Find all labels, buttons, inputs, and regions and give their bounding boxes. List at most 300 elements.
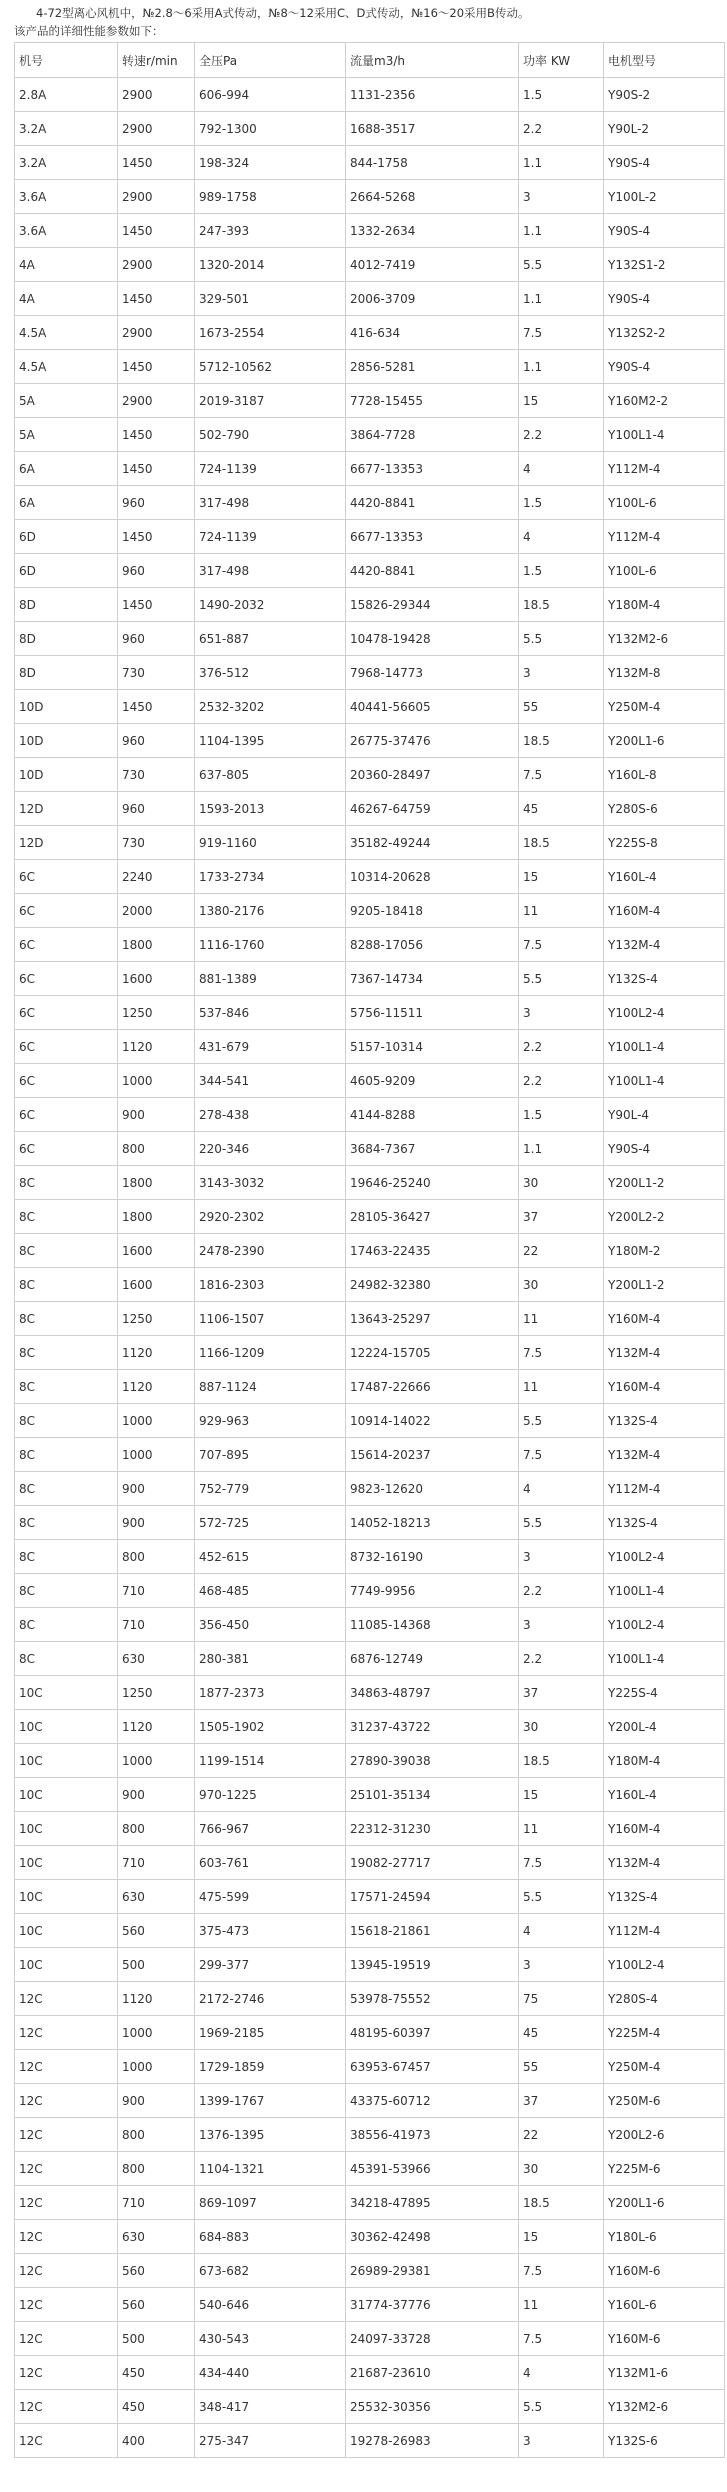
cell-motor: Y160L-4 bbox=[604, 1778, 725, 1812]
cell-power: 7.5 bbox=[519, 758, 604, 792]
cell-pressure: 1593-2013 bbox=[195, 792, 346, 826]
cell-flow: 19278-26983 bbox=[346, 2424, 519, 2458]
cell-pressure: 475-599 bbox=[195, 1880, 346, 1914]
cell-speed: 1800 bbox=[118, 1166, 195, 1200]
cell-pressure: 766-967 bbox=[195, 1812, 346, 1846]
cell-power: 3 bbox=[519, 180, 604, 214]
cell-flow: 46267-64759 bbox=[346, 792, 519, 826]
cell-motor: Y280S-6 bbox=[604, 792, 725, 826]
cell-model: 8C bbox=[15, 1472, 118, 1506]
cell-pressure: 348-417 bbox=[195, 2390, 346, 2424]
cell-pressure: 220-346 bbox=[195, 1132, 346, 1166]
cell-speed: 730 bbox=[118, 826, 195, 860]
cell-speed: 2900 bbox=[118, 180, 195, 214]
cell-speed: 1450 bbox=[118, 146, 195, 180]
cell-flow: 416-634 bbox=[346, 316, 519, 350]
cell-motor: Y90S-4 bbox=[604, 214, 725, 248]
cell-flow: 7728-15455 bbox=[346, 384, 519, 418]
cell-motor: Y180M-2 bbox=[604, 1234, 725, 1268]
cell-speed: 1250 bbox=[118, 996, 195, 1030]
table-row bbox=[15, 2254, 725, 2288]
cell-motor: Y90S-4 bbox=[604, 282, 725, 316]
cell-power: 2.2 bbox=[519, 1642, 604, 1676]
table-row bbox=[15, 2050, 725, 2084]
cell-power: 7.5 bbox=[519, 2254, 604, 2288]
table-row bbox=[15, 146, 725, 180]
cell-power: 37 bbox=[519, 1676, 604, 1710]
header-flow: 流量m3/h bbox=[346, 43, 519, 78]
cell-pressure: 1816-2303 bbox=[195, 1268, 346, 1302]
cell-model: 4A bbox=[15, 282, 118, 316]
table-row bbox=[15, 316, 725, 350]
cell-power: 5.5 bbox=[519, 962, 604, 996]
cell-speed: 1120 bbox=[118, 1336, 195, 1370]
cell-motor: Y132M-4 bbox=[604, 1846, 725, 1880]
cell-speed: 1000 bbox=[118, 2050, 195, 2084]
table-row bbox=[15, 1880, 725, 1914]
table-body bbox=[15, 78, 725, 2458]
cell-motor: Y132M-8 bbox=[604, 656, 725, 690]
cell-pressure: 317-498 bbox=[195, 554, 346, 588]
cell-flow: 26775-37476 bbox=[346, 724, 519, 758]
cell-motor: Y200L1-2 bbox=[604, 1166, 725, 1200]
cell-pressure: 2019-3187 bbox=[195, 384, 346, 418]
cell-motor: Y132S-4 bbox=[604, 1506, 725, 1540]
cell-power: 1.5 bbox=[519, 78, 604, 112]
cell-pressure: 198-324 bbox=[195, 146, 346, 180]
table-row bbox=[15, 2016, 725, 2050]
cell-model: 12C bbox=[15, 1982, 118, 2016]
cell-pressure: 344-541 bbox=[195, 1064, 346, 1098]
table-row bbox=[15, 486, 725, 520]
cell-motor: Y132M-4 bbox=[604, 928, 725, 962]
table-header-row bbox=[15, 43, 725, 78]
cell-pressure: 1166-1209 bbox=[195, 1336, 346, 1370]
cell-power: 18.5 bbox=[519, 2186, 604, 2220]
cell-pressure: 684-883 bbox=[195, 2220, 346, 2254]
table-row bbox=[15, 452, 725, 486]
cell-speed: 1450 bbox=[118, 282, 195, 316]
table-row bbox=[15, 1438, 725, 1472]
cell-pressure: 3143-3032 bbox=[195, 1166, 346, 1200]
cell-flow: 31237-43722 bbox=[346, 1710, 519, 1744]
table-row bbox=[15, 1982, 725, 2016]
cell-power: 5.5 bbox=[519, 622, 604, 656]
cell-model: 6A bbox=[15, 452, 118, 486]
cell-speed: 960 bbox=[118, 724, 195, 758]
cell-model: 4.5A bbox=[15, 350, 118, 384]
cell-flow: 12224-15705 bbox=[346, 1336, 519, 1370]
cell-power: 1.5 bbox=[519, 486, 604, 520]
cell-speed: 450 bbox=[118, 2356, 195, 2390]
table-row bbox=[15, 1642, 725, 1676]
cell-power: 3 bbox=[519, 996, 604, 1030]
table-row bbox=[15, 2288, 725, 2322]
cell-flow: 1332-2634 bbox=[346, 214, 519, 248]
table-row bbox=[15, 1608, 725, 1642]
cell-motor: Y100L2-4 bbox=[604, 1608, 725, 1642]
cell-flow: 13945-19519 bbox=[346, 1948, 519, 1982]
cell-flow: 8288-17056 bbox=[346, 928, 519, 962]
cell-flow: 7968-14773 bbox=[346, 656, 519, 690]
cell-pressure: 1380-2176 bbox=[195, 894, 346, 928]
cell-motor: Y100L1-4 bbox=[604, 1642, 725, 1676]
cell-pressure: 434-440 bbox=[195, 2356, 346, 2390]
cell-speed: 1120 bbox=[118, 1710, 195, 1744]
cell-model: 6C bbox=[15, 1064, 118, 1098]
cell-motor: Y180L-6 bbox=[604, 2220, 725, 2254]
cell-speed: 900 bbox=[118, 1472, 195, 1506]
cell-model: 10C bbox=[15, 1744, 118, 1778]
cell-flow: 2664-5268 bbox=[346, 180, 519, 214]
cell-motor: Y200L1-2 bbox=[604, 1268, 725, 1302]
cell-pressure: 2920-2302 bbox=[195, 1200, 346, 1234]
cell-model: 6C bbox=[15, 962, 118, 996]
cell-flow: 2006-3709 bbox=[346, 282, 519, 316]
cell-pressure: 637-805 bbox=[195, 758, 346, 792]
cell-model: 8C bbox=[15, 1642, 118, 1676]
cell-power: 1.1 bbox=[519, 350, 604, 384]
cell-power: 55 bbox=[519, 690, 604, 724]
cell-speed: 800 bbox=[118, 1540, 195, 1574]
cell-motor: Y225M-4 bbox=[604, 2016, 725, 2050]
cell-pressure: 278-438 bbox=[195, 1098, 346, 1132]
cell-speed: 400 bbox=[118, 2424, 195, 2458]
cell-flow: 10478-19428 bbox=[346, 622, 519, 656]
cell-flow: 5157-10314 bbox=[346, 1030, 519, 1064]
cell-speed: 1250 bbox=[118, 1676, 195, 1710]
cell-pressure: 724-1139 bbox=[195, 520, 346, 554]
cell-motor: Y132S2-2 bbox=[604, 316, 725, 350]
cell-motor: Y160L-8 bbox=[604, 758, 725, 792]
table-row bbox=[15, 350, 725, 384]
cell-pressure: 606-994 bbox=[195, 78, 346, 112]
cell-motor: Y225S-8 bbox=[604, 826, 725, 860]
cell-model: 8C bbox=[15, 1336, 118, 1370]
table-row bbox=[15, 112, 725, 146]
cell-speed: 560 bbox=[118, 2288, 195, 2322]
cell-power: 5.5 bbox=[519, 1880, 604, 1914]
cell-speed: 730 bbox=[118, 656, 195, 690]
table-row bbox=[15, 2186, 725, 2220]
cell-power: 5.5 bbox=[519, 1506, 604, 1540]
cell-pressure: 452-615 bbox=[195, 1540, 346, 1574]
cell-model: 8D bbox=[15, 588, 118, 622]
cell-flow: 8732-16190 bbox=[346, 1540, 519, 1574]
cell-flow: 6876-12749 bbox=[346, 1642, 519, 1676]
cell-model: 12C bbox=[15, 2152, 118, 2186]
cell-motor: Y225S-4 bbox=[604, 1676, 725, 1710]
cell-flow: 17463-22435 bbox=[346, 1234, 519, 1268]
table-row bbox=[15, 1710, 725, 1744]
cell-flow: 45391-53966 bbox=[346, 2152, 519, 2186]
table-row bbox=[15, 1132, 725, 1166]
cell-motor: Y160L-4 bbox=[604, 860, 725, 894]
cell-model: 6C bbox=[15, 996, 118, 1030]
cell-motor: Y132S-4 bbox=[604, 1880, 725, 1914]
cell-flow: 6677-13353 bbox=[346, 452, 519, 486]
cell-pressure: 431-679 bbox=[195, 1030, 346, 1064]
cell-speed: 2900 bbox=[118, 316, 195, 350]
cell-power: 22 bbox=[519, 2118, 604, 2152]
cell-pressure: 919-1160 bbox=[195, 826, 346, 860]
table-row bbox=[15, 554, 725, 588]
table-row bbox=[15, 2390, 725, 2424]
cell-flow: 15826-29344 bbox=[346, 588, 519, 622]
cell-model: 3.2A bbox=[15, 146, 118, 180]
cell-motor: Y225M-6 bbox=[604, 2152, 725, 2186]
table-row bbox=[15, 1268, 725, 1302]
cell-speed: 1450 bbox=[118, 690, 195, 724]
cell-motor: Y200L2-2 bbox=[604, 1200, 725, 1234]
cell-power: 3 bbox=[519, 1948, 604, 1982]
cell-power: 30 bbox=[519, 1710, 604, 1744]
cell-flow: 34863-48797 bbox=[346, 1676, 519, 1710]
cell-speed: 1800 bbox=[118, 928, 195, 962]
cell-flow: 2856-5281 bbox=[346, 350, 519, 384]
table-row bbox=[15, 1744, 725, 1778]
cell-flow: 27890-39038 bbox=[346, 1744, 519, 1778]
cell-flow: 19082-27717 bbox=[346, 1846, 519, 1880]
cell-flow: 15618-21861 bbox=[346, 1914, 519, 1948]
cell-speed: 2240 bbox=[118, 860, 195, 894]
cell-flow: 30362-42498 bbox=[346, 2220, 519, 2254]
table-row bbox=[15, 1472, 725, 1506]
table-row bbox=[15, 1370, 725, 1404]
cell-flow: 6677-13353 bbox=[346, 520, 519, 554]
cell-model: 10C bbox=[15, 1880, 118, 1914]
cell-pressure: 2532-3202 bbox=[195, 690, 346, 724]
cell-speed: 1000 bbox=[118, 2016, 195, 2050]
cell-pressure: 989-1758 bbox=[195, 180, 346, 214]
cell-flow: 24982-32380 bbox=[346, 1268, 519, 1302]
cell-model: 6C bbox=[15, 928, 118, 962]
cell-power: 4 bbox=[519, 1914, 604, 1948]
cell-flow: 31774-37776 bbox=[346, 2288, 519, 2322]
cell-power: 11 bbox=[519, 1370, 604, 1404]
cell-speed: 1450 bbox=[118, 452, 195, 486]
cell-model: 8D bbox=[15, 656, 118, 690]
table-row bbox=[15, 996, 725, 1030]
cell-model: 12C bbox=[15, 2118, 118, 2152]
cell-model: 4.5A bbox=[15, 316, 118, 350]
table-row bbox=[15, 1336, 725, 1370]
table-row bbox=[15, 826, 725, 860]
cell-model: 8C bbox=[15, 1200, 118, 1234]
cell-speed: 2000 bbox=[118, 894, 195, 928]
cell-power: 18.5 bbox=[519, 724, 604, 758]
cell-pressure: 299-377 bbox=[195, 1948, 346, 1982]
cell-model: 12C bbox=[15, 2016, 118, 2050]
performance-table bbox=[14, 42, 725, 2458]
cell-pressure: 430-543 bbox=[195, 2322, 346, 2356]
cell-flow: 48195-60397 bbox=[346, 2016, 519, 2050]
cell-flow: 22312-31230 bbox=[346, 1812, 519, 1846]
table-row bbox=[15, 248, 725, 282]
table-row bbox=[15, 1166, 725, 1200]
cell-motor: Y132M1-6 bbox=[604, 2356, 725, 2390]
cell-flow: 4420-8841 bbox=[346, 486, 519, 520]
cell-pressure: 1673-2554 bbox=[195, 316, 346, 350]
table-row bbox=[15, 792, 725, 826]
cell-model: 12C bbox=[15, 2220, 118, 2254]
cell-power: 30 bbox=[519, 2152, 604, 2186]
cell-pressure: 329-501 bbox=[195, 282, 346, 316]
cell-power: 1.1 bbox=[519, 282, 604, 316]
cell-speed: 1000 bbox=[118, 1744, 195, 1778]
table-row bbox=[15, 860, 725, 894]
table-row bbox=[15, 2356, 725, 2390]
table-row bbox=[15, 520, 725, 554]
cell-pressure: 1729-1859 bbox=[195, 2050, 346, 2084]
cell-flow: 14052-18213 bbox=[346, 1506, 519, 1540]
cell-pressure: 280-381 bbox=[195, 1642, 346, 1676]
cell-power: 1.1 bbox=[519, 146, 604, 180]
cell-power: 3 bbox=[519, 1608, 604, 1642]
cell-motor: Y132S-6 bbox=[604, 2424, 725, 2458]
cell-power: 2.2 bbox=[519, 112, 604, 146]
table-row bbox=[15, 78, 725, 112]
cell-motor: Y132M-4 bbox=[604, 1438, 725, 1472]
cell-power: 3 bbox=[519, 1540, 604, 1574]
cell-speed: 960 bbox=[118, 792, 195, 826]
cell-model: 12C bbox=[15, 2322, 118, 2356]
cell-flow: 17571-24594 bbox=[346, 1880, 519, 1914]
cell-model: 12C bbox=[15, 2254, 118, 2288]
cell-model: 8D bbox=[15, 622, 118, 656]
table-row bbox=[15, 384, 725, 418]
cell-flow: 9205-18418 bbox=[346, 894, 519, 928]
cell-model: 5A bbox=[15, 384, 118, 418]
table-row bbox=[15, 724, 725, 758]
cell-power: 11 bbox=[519, 2288, 604, 2322]
cell-power: 5.5 bbox=[519, 248, 604, 282]
cell-power: 4 bbox=[519, 520, 604, 554]
cell-motor: Y132M2-6 bbox=[604, 2390, 725, 2424]
cell-model: 8C bbox=[15, 1540, 118, 1574]
cell-power: 55 bbox=[519, 2050, 604, 2084]
cell-model: 6C bbox=[15, 860, 118, 894]
cell-speed: 630 bbox=[118, 1642, 195, 1676]
cell-model: 10C bbox=[15, 1948, 118, 1982]
cell-power: 5.5 bbox=[519, 1404, 604, 1438]
cell-motor: Y112M-4 bbox=[604, 1914, 725, 1948]
cell-pressure: 356-450 bbox=[195, 1608, 346, 1642]
cell-motor: Y160M2-2 bbox=[604, 384, 725, 418]
cell-model: 3.6A bbox=[15, 214, 118, 248]
cell-model: 12C bbox=[15, 2084, 118, 2118]
cell-model: 10C bbox=[15, 1812, 118, 1846]
table-row bbox=[15, 1302, 725, 1336]
cell-motor: Y280S-4 bbox=[604, 1982, 725, 2016]
cell-speed: 450 bbox=[118, 2390, 195, 2424]
cell-flow: 21687-23610 bbox=[346, 2356, 519, 2390]
cell-model: 12C bbox=[15, 2356, 118, 2390]
cell-flow: 40441-56605 bbox=[346, 690, 519, 724]
cell-flow: 3684-7367 bbox=[346, 1132, 519, 1166]
table-row bbox=[15, 962, 725, 996]
cell-motor: Y90L-2 bbox=[604, 112, 725, 146]
cell-model: 6D bbox=[15, 520, 118, 554]
cell-motor: Y100L-2 bbox=[604, 180, 725, 214]
cell-model: 8C bbox=[15, 1166, 118, 1200]
cell-power: 4 bbox=[519, 2356, 604, 2390]
cell-power: 18.5 bbox=[519, 826, 604, 860]
cell-speed: 710 bbox=[118, 2186, 195, 2220]
cell-motor: Y100L1-4 bbox=[604, 1030, 725, 1064]
cell-flow: 25532-30356 bbox=[346, 2390, 519, 2424]
header-model: 机号 bbox=[15, 43, 118, 78]
cell-power: 2.2 bbox=[519, 1064, 604, 1098]
cell-flow: 53978-75552 bbox=[346, 1982, 519, 2016]
cell-motor: Y250M-4 bbox=[604, 2050, 725, 2084]
cell-motor: Y160M-6 bbox=[604, 2254, 725, 2288]
cell-model: 6C bbox=[15, 1132, 118, 1166]
cell-flow: 4012-7419 bbox=[346, 248, 519, 282]
table-row bbox=[15, 2152, 725, 2186]
cell-speed: 1120 bbox=[118, 1982, 195, 2016]
cell-power: 4 bbox=[519, 1472, 604, 1506]
cell-power: 1.5 bbox=[519, 554, 604, 588]
cell-motor: Y112M-4 bbox=[604, 520, 725, 554]
table-row bbox=[15, 656, 725, 690]
cell-speed: 2900 bbox=[118, 78, 195, 112]
cell-speed: 1600 bbox=[118, 1234, 195, 1268]
cell-power: 75 bbox=[519, 1982, 604, 2016]
cell-power: 7.5 bbox=[519, 316, 604, 350]
cell-speed: 1600 bbox=[118, 962, 195, 996]
table-row bbox=[15, 1064, 725, 1098]
cell-power: 11 bbox=[519, 1812, 604, 1846]
table-row bbox=[15, 1948, 725, 1982]
cell-speed: 1250 bbox=[118, 1302, 195, 1336]
cell-model: 8C bbox=[15, 1370, 118, 1404]
cell-pressure: 1104-1395 bbox=[195, 724, 346, 758]
cell-flow: 15614-20237 bbox=[346, 1438, 519, 1472]
cell-flow: 20360-28497 bbox=[346, 758, 519, 792]
cell-flow: 1688-3517 bbox=[346, 112, 519, 146]
cell-model: 10D bbox=[15, 724, 118, 758]
cell-model: 8C bbox=[15, 1608, 118, 1642]
cell-motor: Y100L2-4 bbox=[604, 1540, 725, 1574]
cell-power: 15 bbox=[519, 384, 604, 418]
cell-speed: 500 bbox=[118, 2322, 195, 2356]
cell-speed: 710 bbox=[118, 1574, 195, 1608]
cell-speed: 1450 bbox=[118, 350, 195, 384]
cell-pressure: 537-846 bbox=[195, 996, 346, 1030]
cell-model: 12D bbox=[15, 826, 118, 860]
cell-speed: 800 bbox=[118, 2118, 195, 2152]
cell-power: 15 bbox=[519, 860, 604, 894]
cell-power: 7.5 bbox=[519, 2322, 604, 2356]
cell-pressure: 929-963 bbox=[195, 1404, 346, 1438]
cell-pressure: 724-1139 bbox=[195, 452, 346, 486]
cell-flow: 24097-33728 bbox=[346, 2322, 519, 2356]
cell-model: 6C bbox=[15, 1098, 118, 1132]
cell-model: 6C bbox=[15, 1030, 118, 1064]
cell-power: 11 bbox=[519, 1302, 604, 1336]
cell-flow: 63953-67457 bbox=[346, 2050, 519, 2084]
cell-speed: 1800 bbox=[118, 1200, 195, 1234]
cell-speed: 1120 bbox=[118, 1370, 195, 1404]
cell-motor: Y100L1-4 bbox=[604, 1064, 725, 1098]
cell-model: 6A bbox=[15, 486, 118, 520]
cell-motor: Y160M-4 bbox=[604, 1812, 725, 1846]
cell-flow: 1131-2356 bbox=[346, 78, 519, 112]
cell-power: 1.1 bbox=[519, 214, 604, 248]
table-row bbox=[15, 1506, 725, 1540]
cell-flow: 34218-47895 bbox=[346, 2186, 519, 2220]
